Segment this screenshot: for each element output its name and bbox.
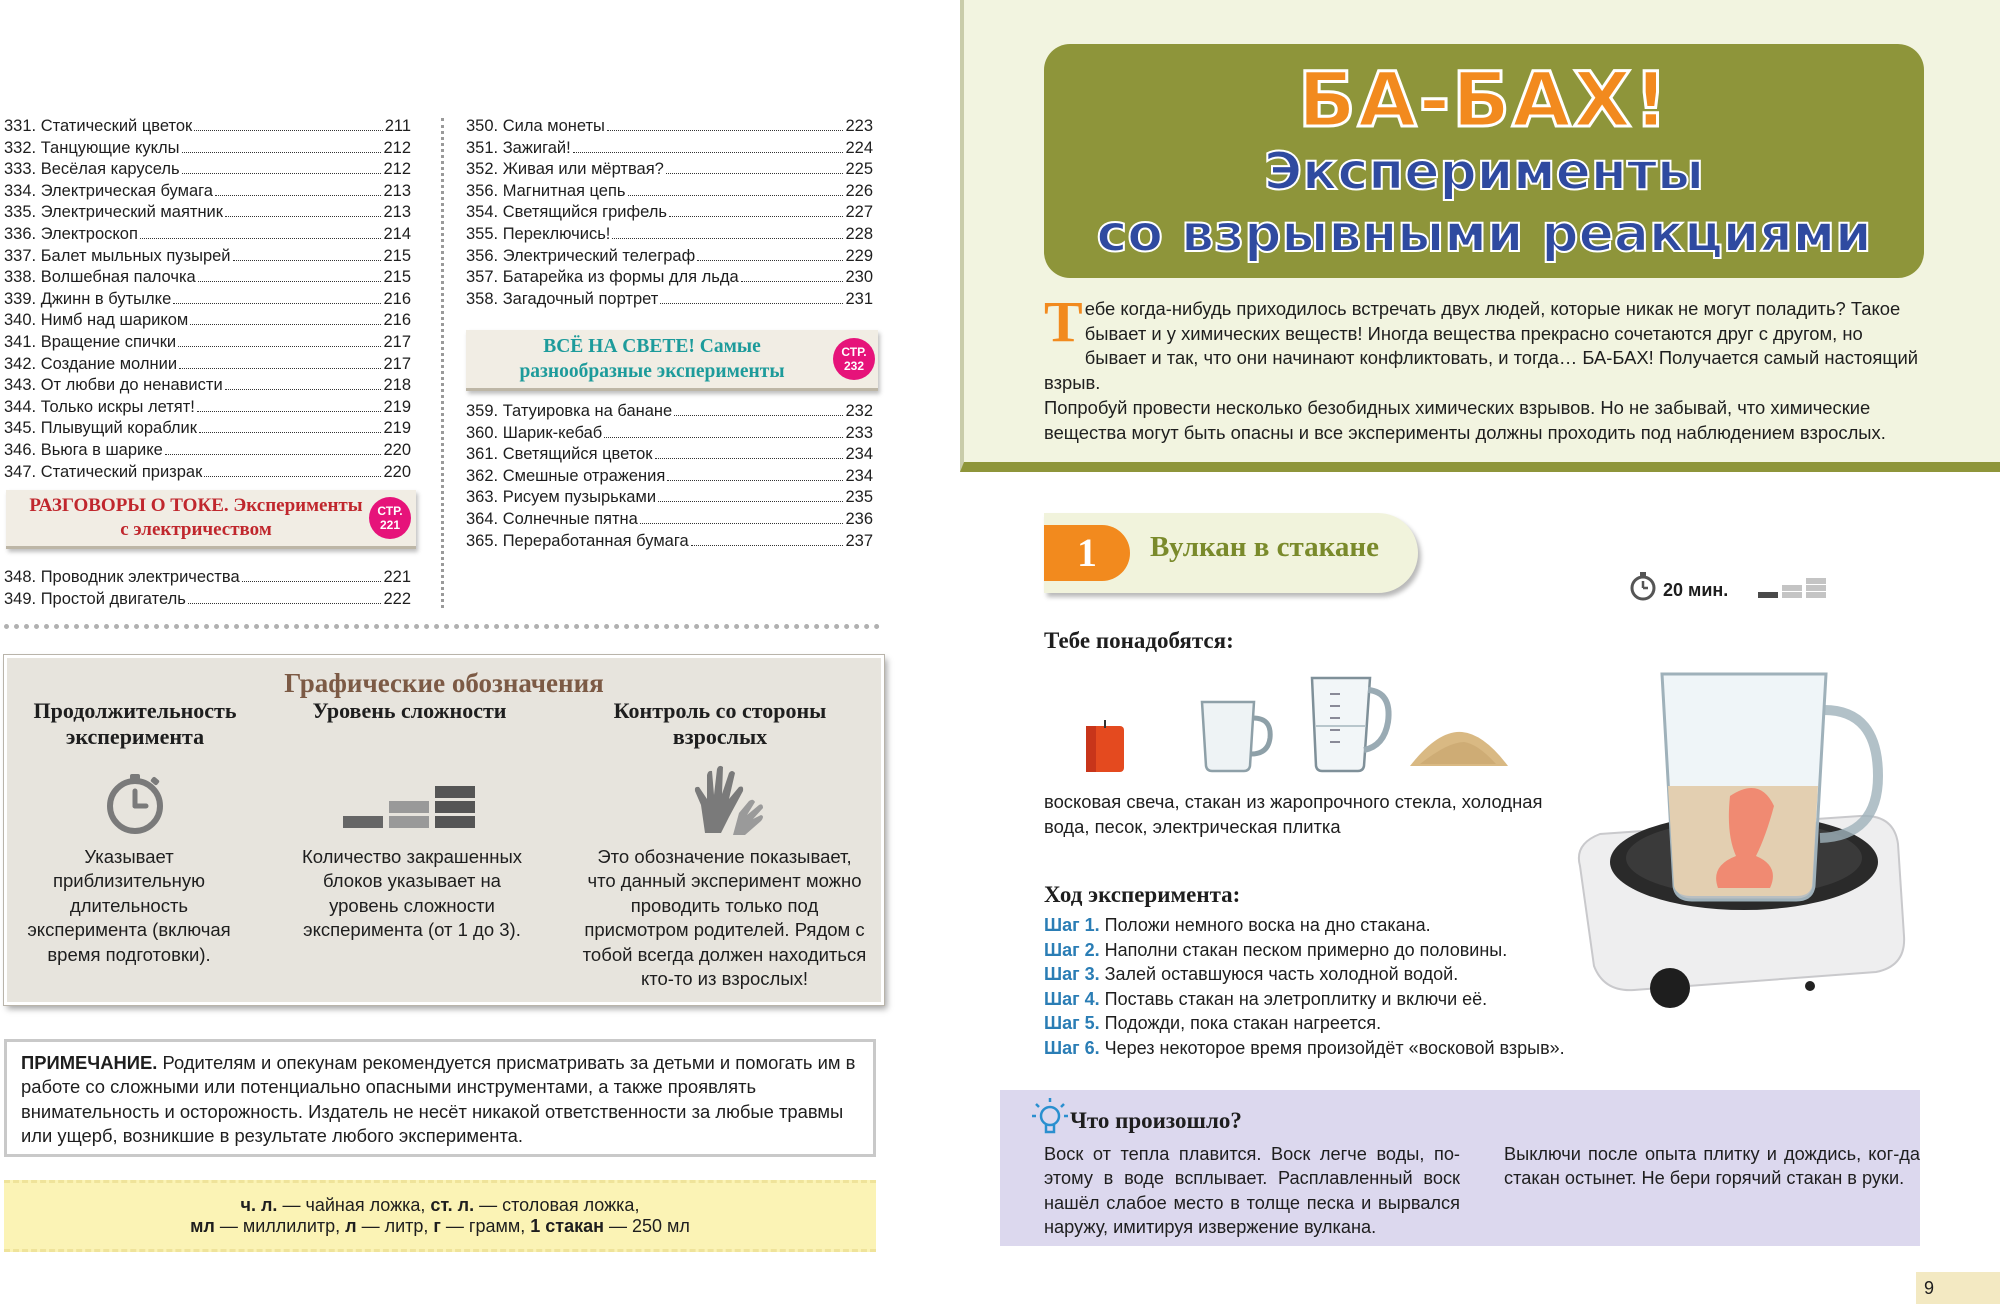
toc-entry-title: 339. Джинн в бутылке (4, 289, 172, 308)
toc-entry-page: 213 (383, 203, 411, 222)
toc-entry[interactable] (466, 267, 873, 289)
toc-entry[interactable] (4, 289, 411, 311)
toc-dot-leader (182, 152, 382, 153)
chapter-intro (1044, 289, 1924, 395)
toc-entry-title: 331. Статический цветок (4, 117, 193, 135)
toc-entry-title: 356. Магнитная цепь (466, 181, 626, 200)
toc-dot-leader (666, 173, 844, 174)
toc-entry-title: 364. Солнечные пятна (466, 509, 638, 528)
steps-list (1044, 913, 1565, 1061)
legend-adult-heading: Контроль со стороны взрослых (613, 698, 827, 749)
toc-entry-page: 215 (383, 246, 411, 265)
toc-entry-title: 359. Татуировка на банане (466, 402, 673, 420)
toc-dot-leader (225, 389, 382, 390)
process-title: Ход эксперимента: (1044, 882, 1241, 907)
what-happened-title: Что произошло? (1070, 1108, 1242, 1133)
toc-entry[interactable] (466, 116, 873, 138)
unit-abbr: мл (190, 1216, 215, 1237)
toc-entry-page: 236 (845, 509, 873, 528)
unit-abbr: 1 стакан (530, 1216, 604, 1237)
toc-entry-title: 337. Балет мыльных пузырей (4, 246, 231, 265)
toc-entry-page: 218 (383, 376, 411, 395)
toc-dot-leader (674, 415, 843, 416)
toc-entry[interactable] (466, 224, 873, 246)
unit-abbr: л (345, 1216, 357, 1237)
toc-entry-page: 237 (845, 531, 873, 550)
step-label: Шаг 1. (1044, 915, 1100, 935)
note-box (4, 1039, 876, 1157)
toc-entry-title: 345. Плывущий кораблик (4, 419, 197, 438)
toc-entry-page: 234 (845, 466, 873, 485)
toc-entry[interactable] (466, 444, 873, 466)
lightbulb-icon (1030, 1096, 1070, 1140)
unit-meaning: — миллилитр, (214, 1216, 346, 1237)
toc-entry[interactable] (4, 224, 411, 246)
toc-entry[interactable] (4, 589, 411, 611)
unit-meaning: — грамм, (440, 1216, 531, 1237)
toc-dot-leader (199, 432, 381, 433)
toc-entry-title: 347. Статический призрак (4, 462, 203, 481)
toc-entry-page: 225 (845, 160, 873, 179)
toc-dot-leader (140, 238, 382, 239)
toc-entry-title: 351. Зажигай! (466, 138, 571, 157)
toc-entry-page: 217 (383, 332, 411, 351)
unit-meaning: — литр, (356, 1216, 434, 1237)
toc-dot-leader (173, 303, 381, 304)
toc-entry-page: 212 (383, 138, 411, 157)
toc-entry[interactable] (466, 159, 873, 181)
toc-entry-title: 348. Проводник электричества (4, 568, 240, 586)
toc-entry[interactable] (466, 246, 873, 268)
step-item (1044, 1036, 1565, 1061)
chapter-title-sub2: со взрывными реакциями (1096, 204, 1872, 264)
toc-entry-page: 220 (383, 462, 411, 481)
step-item (1044, 962, 1565, 987)
toc-entry[interactable] (4, 354, 411, 376)
legend-duration-text: Указывает приблизительную длительность эксперимента (включая время подготовки). (27, 846, 231, 965)
toc-dot-leader (640, 523, 844, 524)
badge-label: СТР. (377, 504, 403, 518)
toc-dot-leader (188, 603, 382, 604)
toc-entry-title: 362. Смешные отражения (466, 466, 666, 485)
toc-dot-leader (242, 581, 382, 582)
toc-dot-leader (190, 324, 381, 325)
step-label: Шаг 5. (1044, 1013, 1100, 1034)
toc-entry-page: 219 (383, 397, 411, 416)
toc-dot-leader (179, 368, 381, 369)
step-label: Шаг 6. (1044, 1037, 1100, 1058)
section-title-line2: разнообразные эксперименты (519, 361, 785, 382)
measuring-jug-icon (1300, 670, 1396, 774)
note-body: Родителям и опекунам рекомендуется присматривать за детьми и помогать им в работе со сложными или потенциально опасными инструментами, а также проявлять внимательность и осторожность. Издатель не несёт никакой ответственности за любые травмы или ущерб, возникшие в результате любого эксперимента. (21, 1052, 856, 1147)
toc-entry-title: 357. Батарейка из формы для льда (466, 268, 739, 287)
toc-entry[interactable] (466, 401, 873, 423)
toc-dot-leader (669, 216, 844, 217)
toc-entry-page: 229 (845, 246, 873, 265)
step-label: Шаг 2. (1044, 939, 1100, 960)
toc-entry-title: 354. Светящийся грифель (466, 203, 667, 222)
toc-section-electricity[interactable] (6, 490, 416, 549)
step-text: Наполни стакан песком примерно до половины. (1104, 939, 1508, 960)
toc-entry[interactable] (4, 375, 411, 397)
step-text: Подожди, пока стакан нагреется. (1104, 1013, 1382, 1034)
toc-dot-leader (667, 480, 843, 481)
chapter-title-banner (1044, 44, 1924, 278)
toc-entry-page: 235 (845, 488, 873, 507)
timer-icon (103, 770, 167, 836)
toc-entry-title: 365. Переработанная бумага (466, 531, 689, 550)
experiment-title: Вулкан в стакане (1150, 531, 1379, 563)
toc-entry-page: 232 (845, 402, 873, 420)
section-title-line1: РАЗГОВОРЫ О ТОКЕ. Эксперименты (29, 495, 363, 516)
toc-dot-leader (194, 130, 382, 131)
glass-mug-icon (1196, 694, 1276, 774)
toc-entry-page: 222 (383, 589, 411, 608)
toc-entry-title: 349. Простой двигатель (4, 589, 186, 608)
unit-meaning: — чайная ложка, (277, 1195, 431, 1215)
toc-entry-title: 363. Рисуем пузырьками (466, 488, 657, 507)
toc-entry[interactable] (466, 487, 873, 509)
toc-entry[interactable] (466, 509, 873, 531)
toc-entry[interactable] (466, 202, 873, 224)
badge-number: 221 (379, 518, 401, 532)
toc-entry-page: 216 (383, 311, 411, 330)
toc-entry-title: 344. Только искры летят! (4, 397, 195, 416)
unit-abbr: г (433, 1216, 441, 1237)
toc-entry-title: 361. Светящийся цветок (466, 445, 653, 464)
toc-entry[interactable] (4, 138, 411, 160)
toc-column-2 (466, 116, 873, 310)
toc-entry[interactable] (466, 289, 873, 311)
toc-entry[interactable] (466, 138, 873, 160)
toc-entry-page: 224 (845, 138, 873, 157)
units-line-2 (4, 1216, 876, 1237)
note-text (21, 1051, 865, 1149)
toc-entry-page: 216 (383, 289, 411, 308)
toc-entry-title: 358. Загадочный портрет (466, 289, 659, 308)
toc-entry-title: 341. Вращение спички (4, 332, 177, 351)
step-item (1044, 913, 1565, 938)
section-title-line1: ВСЁ НА СВЕТЕ! Самые (543, 336, 761, 357)
toc-column-1 (4, 116, 411, 483)
toc-entry[interactable] (466, 466, 873, 488)
toc-entry[interactable] (4, 181, 411, 203)
legend-difficulty-heading: Уровень сложности (312, 698, 507, 723)
toc-entry-page: 228 (845, 224, 873, 243)
toc-entry-title: 350. Сила монеты (466, 117, 605, 135)
toc-entry-page: 231 (845, 289, 873, 308)
toc-dot-leader (655, 458, 844, 459)
page-number-tab (1916, 1272, 2000, 1304)
page-badge (369, 497, 411, 539)
needs-text: восковая свеча, стакан из жаропрочного стекла, холодная вода, песок, электрическая плитка (1044, 791, 1543, 837)
toc-column-1b (4, 567, 411, 610)
unit-meaning: — 250 мл (604, 1216, 690, 1237)
toc-entry-page: 211 (384, 117, 411, 135)
toc-entry-title: 334. Электрическая бумага (4, 181, 213, 200)
hotplate-with-glass-image (1560, 666, 1930, 1024)
units-box (4, 1180, 876, 1252)
step-text: Поставь стакан на элетроплитку и включи её. (1104, 988, 1488, 1009)
unit-abbr: ч. л. (240, 1195, 278, 1215)
toc-entry[interactable] (4, 116, 411, 138)
toc-dot-leader (573, 152, 844, 153)
toc-entry-title: 343. От любви до ненависти (4, 376, 223, 395)
badge-label: СТР. (841, 345, 867, 359)
toc-entry-page: 223 (845, 117, 873, 135)
toc-dot-leader (628, 195, 844, 196)
horizontal-divider (4, 624, 880, 629)
toc-dot-leader (204, 476, 381, 477)
toc-dot-leader (604, 437, 843, 438)
toc-entry-page: 227 (845, 203, 873, 222)
toc-entry-title: 338. Волшебная палочка (4, 268, 196, 287)
column-divider (441, 118, 444, 608)
chapter-title-sub1: Эксперименты (1264, 142, 1704, 202)
units-line-1 (4, 1183, 876, 1216)
experiment-title-tab[interactable] (1044, 513, 1418, 593)
toc-dot-leader (741, 281, 844, 282)
toc-dot-leader (691, 545, 844, 546)
toc-entry[interactable] (466, 531, 873, 553)
toc-entry[interactable] (4, 567, 411, 589)
experiment-time: 20 мин. (1663, 580, 1729, 600)
legend-difficulty-text: Количество закрашенных блоков указывает на уровень сложности эксперимента (от 1 до 3). (301, 846, 523, 941)
toc-entry-title: 342. Создание молнии (4, 354, 178, 373)
legend-adult-text: Это обозначение показывает, что данный эксперимент можно проводить только под присмотром родителей. Рядом с тобой всегда должен находиться кто-то из взрослых! (582, 846, 867, 990)
toc-entry-title: 336. Электроскоп (4, 224, 138, 243)
unit-abbr: ст. л. (430, 1195, 475, 1215)
toc-entry[interactable] (466, 423, 873, 445)
toc-dot-leader (215, 195, 381, 196)
chapter-title-main: БА-БАХ! (1297, 55, 1671, 144)
toc-entry-title: 333. Весёлая карусель (4, 160, 180, 179)
right-page (960, 0, 2000, 1304)
section-title-line2: с электричеством (120, 519, 272, 540)
what-happened-box (1000, 1090, 1920, 1246)
toc-section-everything[interactable] (466, 330, 878, 391)
step-text: Положи немного воска на дно стакана. (1104, 915, 1431, 935)
toc-dot-leader (658, 501, 843, 502)
toc-entry-title: 340. Нимб над шариком (4, 311, 189, 330)
toc-entry-page: 219 (383, 419, 411, 438)
step-text: Залей оставшуюся часть холодной водой. (1104, 964, 1459, 985)
toc-entry[interactable] (4, 397, 411, 419)
note-label: ПРИМЕЧАНИЕ. (21, 1052, 158, 1073)
step-text: Через некоторое время произойдёт «восковой взрыв». (1104, 1037, 1565, 1058)
toc-entry-page: 234 (845, 445, 873, 464)
intro-paragraph-2: Попробуй провести несколько безобидных химических взрывов. Но не забывай, что химические вещества могут быть опасны и все эксперименты должны проходить под наблюдением взрослых. (1044, 397, 1886, 443)
toc-entry-page: 217 (383, 354, 411, 373)
toc-entry[interactable] (4, 418, 411, 440)
toc-entry-title: 355. Переключись! (466, 224, 611, 243)
toc-entry[interactable] (4, 440, 411, 462)
hands-icon (687, 761, 767, 841)
toc-entry[interactable] (4, 159, 411, 181)
legend-title: Графические обозначения (284, 668, 604, 698)
difficulty-blocks-icon (343, 778, 479, 834)
toc-entry-title: 356. Электрический телеграф (466, 246, 696, 265)
toc-dot-leader (197, 411, 382, 412)
toc-entry-page: 226 (845, 181, 873, 200)
experiment-number: 1 (1077, 530, 1097, 575)
toc-entry[interactable] (4, 462, 411, 484)
toc-dot-leader (233, 260, 382, 261)
sand-pile-icon (1408, 726, 1510, 770)
legend-duration-heading: Продолжительность эксперимента (33, 698, 237, 749)
left-page (0, 0, 960, 1304)
toc-entry-page: 230 (845, 268, 873, 287)
page-number: 9 (1924, 1278, 1935, 1298)
difficulty-indicator (1758, 574, 1830, 600)
toc-entry-page: 213 (383, 181, 411, 200)
toc-entry-title: 332. Танцующие куклы (4, 138, 180, 157)
page-badge (833, 338, 875, 380)
toc-entry-page: 214 (383, 224, 411, 243)
toc-entry[interactable] (4, 202, 411, 224)
toc-entry-page: 212 (383, 160, 411, 179)
step-item (1044, 938, 1565, 963)
toc-dot-leader (607, 130, 844, 131)
toc-entry-title: 360. Шарик-кебаб (466, 423, 603, 442)
toc-dot-leader (198, 281, 382, 282)
experiment-number-badge (1044, 525, 1130, 581)
toc-entry-title: 346. Вьюга в шарике (4, 440, 163, 459)
step-item (1044, 1011, 1565, 1036)
toc-dot-leader (178, 346, 381, 347)
toc-entry-page: 233 (845, 423, 873, 442)
timer-icon (1628, 570, 1658, 602)
toc-dot-leader (182, 173, 382, 174)
intro-paragraph-1: ебе когда-нибудь приходилось встречать двух людей, которые никак не могут поладить? Такое бывает и у химических веществ! Иногда вещества прекрасно сочетаются друг с другом, но бывает и так, что они начинают конфликтовать, и тогда… БА-БАХ! Получается самый настоящий взрыв. (1044, 298, 1919, 393)
toc-dot-leader (612, 238, 843, 239)
toc-column-2b (466, 401, 873, 552)
step-label: Шаг 4. (1044, 988, 1100, 1009)
toc-dot-leader (225, 216, 381, 217)
toc-dot-leader (165, 454, 382, 455)
what-happened-right: Выключи после опыта плитку и дождись, ког-да стакан остынет. Не бери горячий стакан в руки. (1504, 1144, 1920, 1189)
symbols-legend (4, 655, 884, 1005)
unit-meaning: — столовая ложка, (474, 1195, 640, 1215)
toc-entry[interactable] (4, 267, 411, 289)
toc-entry[interactable] (466, 181, 873, 203)
toc-entry-title: 335. Электрический маятник (4, 203, 223, 222)
candle-icon (1082, 718, 1128, 774)
badge-number: 232 (843, 359, 865, 373)
toc-entry-page: 220 (383, 440, 411, 459)
toc-dot-leader (660, 303, 843, 304)
needs-title: Тебе понадобятся: (1044, 628, 1234, 653)
toc-entry-page: 221 (383, 568, 411, 586)
toc-entry-title: 352. Живая или мёртвая? (466, 160, 664, 179)
drop-cap: Т (1044, 289, 1083, 354)
step-label: Шаг 3. (1044, 964, 1100, 985)
toc-entry[interactable] (4, 310, 411, 332)
what-happened-left: Воск от тепла плавится. Воск легче воды, по-этому в воде всплывает. Расплавленный воск нашёл слабое место в толще песка и вырвался наружу, имитируя извержение вулкана. (1044, 1144, 1460, 1238)
toc-entry[interactable] (4, 332, 411, 354)
toc-entry[interactable] (4, 246, 411, 268)
step-item (1044, 987, 1565, 1012)
toc-dot-leader (697, 260, 843, 261)
toc-entry-page: 215 (383, 268, 411, 287)
